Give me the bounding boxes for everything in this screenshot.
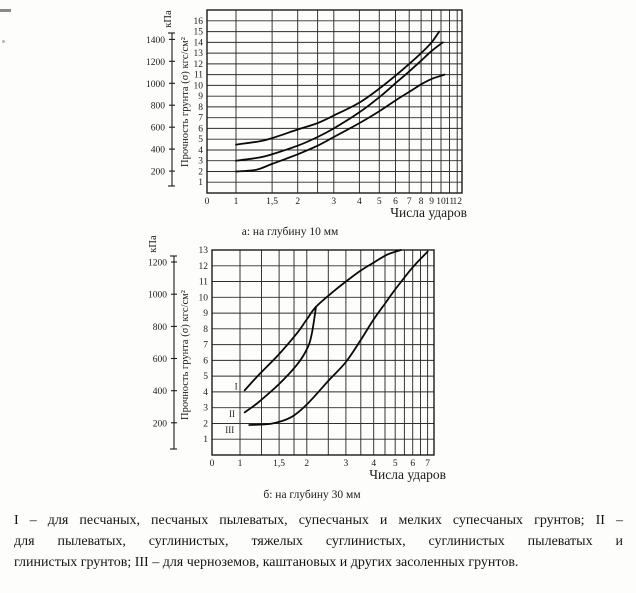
kpa-tick-label: 1200 bbox=[146, 57, 165, 68]
x-tick-label: 1 bbox=[237, 459, 243, 469]
y-tick-label: 2 bbox=[198, 167, 203, 178]
series-label-I: I bbox=[234, 381, 238, 392]
y-tick-label: 13 bbox=[198, 246, 208, 256]
y-tick-label: 4 bbox=[203, 387, 208, 398]
y-tick-label: 3 bbox=[198, 156, 203, 167]
curve-III bbox=[236, 75, 445, 172]
x-tick-label: 10 bbox=[436, 197, 446, 207]
curve-I bbox=[236, 32, 439, 145]
grid bbox=[207, 10, 462, 193]
y-tick-label: 3 bbox=[203, 403, 208, 414]
y-tick-label: 6 bbox=[198, 124, 203, 135]
x-tick-label: 1,5 bbox=[266, 197, 279, 207]
x-tick-label: 4 bbox=[357, 197, 362, 207]
y-tick-label: 8 bbox=[203, 324, 208, 335]
series-label-II: II bbox=[229, 409, 235, 419]
y-tick-label: 11 bbox=[193, 70, 203, 81]
caption-line-3: глинистых грунтов; III – для черноземов, каштановых и других засоленных грунтов. bbox=[14, 555, 519, 570]
y-axis-label: Прочность грунта (σ) кгс/см² bbox=[180, 37, 191, 167]
x-tick-label: 6 bbox=[393, 197, 398, 207]
x-tick-label: 11 bbox=[444, 197, 455, 207]
curve-I bbox=[245, 250, 401, 390]
x-tick-label: 3 bbox=[343, 459, 349, 469]
y-tick-label: 7 bbox=[203, 340, 208, 351]
x-tick-label: 7 bbox=[425, 459, 430, 469]
kpa-tick-label: 1000 bbox=[148, 290, 167, 301]
kpa-ruler bbox=[168, 33, 175, 186]
x-tick-label: 5 bbox=[392, 459, 398, 469]
x-tick-label: 3 bbox=[331, 197, 337, 207]
y-tick-label: 7 bbox=[198, 113, 203, 124]
y-tick-label: 12 bbox=[198, 261, 208, 272]
y-tick-label: 12 bbox=[193, 59, 203, 70]
kpa-tick-label: 200 bbox=[152, 419, 167, 430]
y-tick-label: 15 bbox=[193, 27, 203, 38]
x-tick-label: 9 bbox=[429, 197, 434, 207]
y-tick-label: 16 bbox=[193, 16, 203, 27]
y-axis-label: Прочность грунта (σ) кгс/см² bbox=[180, 290, 191, 420]
y-tick-label: 11 bbox=[198, 277, 208, 288]
x-axis-label: Числа ударов bbox=[390, 205, 467, 220]
plot-border bbox=[207, 10, 462, 193]
y-tick-label: 1 bbox=[198, 178, 203, 189]
y-tick-label: 8 bbox=[198, 102, 203, 113]
plot-border bbox=[212, 250, 434, 455]
chart-a bbox=[146, 10, 467, 238]
chart-b bbox=[148, 235, 446, 501]
x-tick-label: 1 bbox=[233, 197, 239, 207]
curve-II bbox=[236, 42, 443, 160]
chart-subtitle: а: на глубину 10 мм bbox=[241, 226, 339, 238]
kpa-unit-label: кПа bbox=[163, 10, 174, 28]
kpa-ruler bbox=[170, 256, 177, 449]
grid bbox=[212, 250, 434, 455]
x-tick-label: 7 bbox=[406, 197, 412, 207]
y-tick-label: 5 bbox=[198, 135, 203, 146]
x-tick-label: 0 bbox=[209, 459, 215, 469]
y-tick-label: 10 bbox=[193, 81, 203, 92]
caption-line-1: I – для песчаных, песчаных пылеватых, супесчаных и мелких супесчаных грунтов; II – bbox=[14, 513, 623, 528]
kpa-tick-label: 600 bbox=[152, 355, 167, 365]
kpa-tick-label: 800 bbox=[150, 101, 165, 112]
figure-caption bbox=[14, 510, 623, 573]
x-tick-label: 1,5 bbox=[273, 459, 286, 469]
x-tick-label: 5 bbox=[376, 197, 382, 207]
x-tick-label: 12 bbox=[452, 197, 462, 207]
kpa-tick-label: 1400 bbox=[146, 35, 165, 46]
y-tick-label: 1 bbox=[203, 435, 208, 446]
y-tick-label: 9 bbox=[203, 309, 208, 320]
y-tick-label: 10 bbox=[198, 293, 208, 304]
kpa-unit-label: кПа bbox=[148, 235, 159, 253]
y-tick-label: 14 bbox=[193, 38, 203, 49]
y-tick-label: 5 bbox=[203, 372, 208, 383]
chart-subtitle: б: на глубину 30 мм bbox=[263, 489, 361, 501]
caption-line-2: для пылеватых, суглинистых, тяжелых суглинистых, суглинистых пылеватых и bbox=[14, 534, 623, 549]
y-tick-label: 2 bbox=[203, 419, 208, 430]
series-label-III: III bbox=[225, 424, 235, 435]
x-axis-label: Числа ударов bbox=[369, 467, 446, 482]
kpa-tick-label: 200 bbox=[150, 167, 165, 178]
y-tick-label: 4 bbox=[198, 146, 203, 156]
curve-III bbox=[249, 252, 427, 425]
y-tick-label: 6 bbox=[203, 356, 208, 367]
kpa-tick-label: 400 bbox=[152, 387, 167, 398]
y-tick-label: 9 bbox=[198, 92, 203, 103]
x-tick-label: 2 bbox=[304, 459, 310, 469]
kpa-tick-label: 1000 bbox=[146, 79, 165, 90]
x-tick-label: 6 bbox=[410, 459, 416, 469]
x-tick-label: 0 bbox=[204, 197, 210, 207]
kpa-tick-label: 400 bbox=[150, 145, 165, 156]
x-tick-label: 2 bbox=[295, 197, 301, 207]
kpa-tick-label: 600 bbox=[150, 123, 165, 134]
kpa-tick-label: 800 bbox=[152, 322, 167, 333]
x-tick-label: 8 bbox=[418, 197, 424, 207]
y-tick-label: 13 bbox=[193, 49, 203, 60]
kpa-tick-label: 1200 bbox=[148, 258, 167, 269]
x-tick-label: 4 bbox=[371, 459, 377, 469]
